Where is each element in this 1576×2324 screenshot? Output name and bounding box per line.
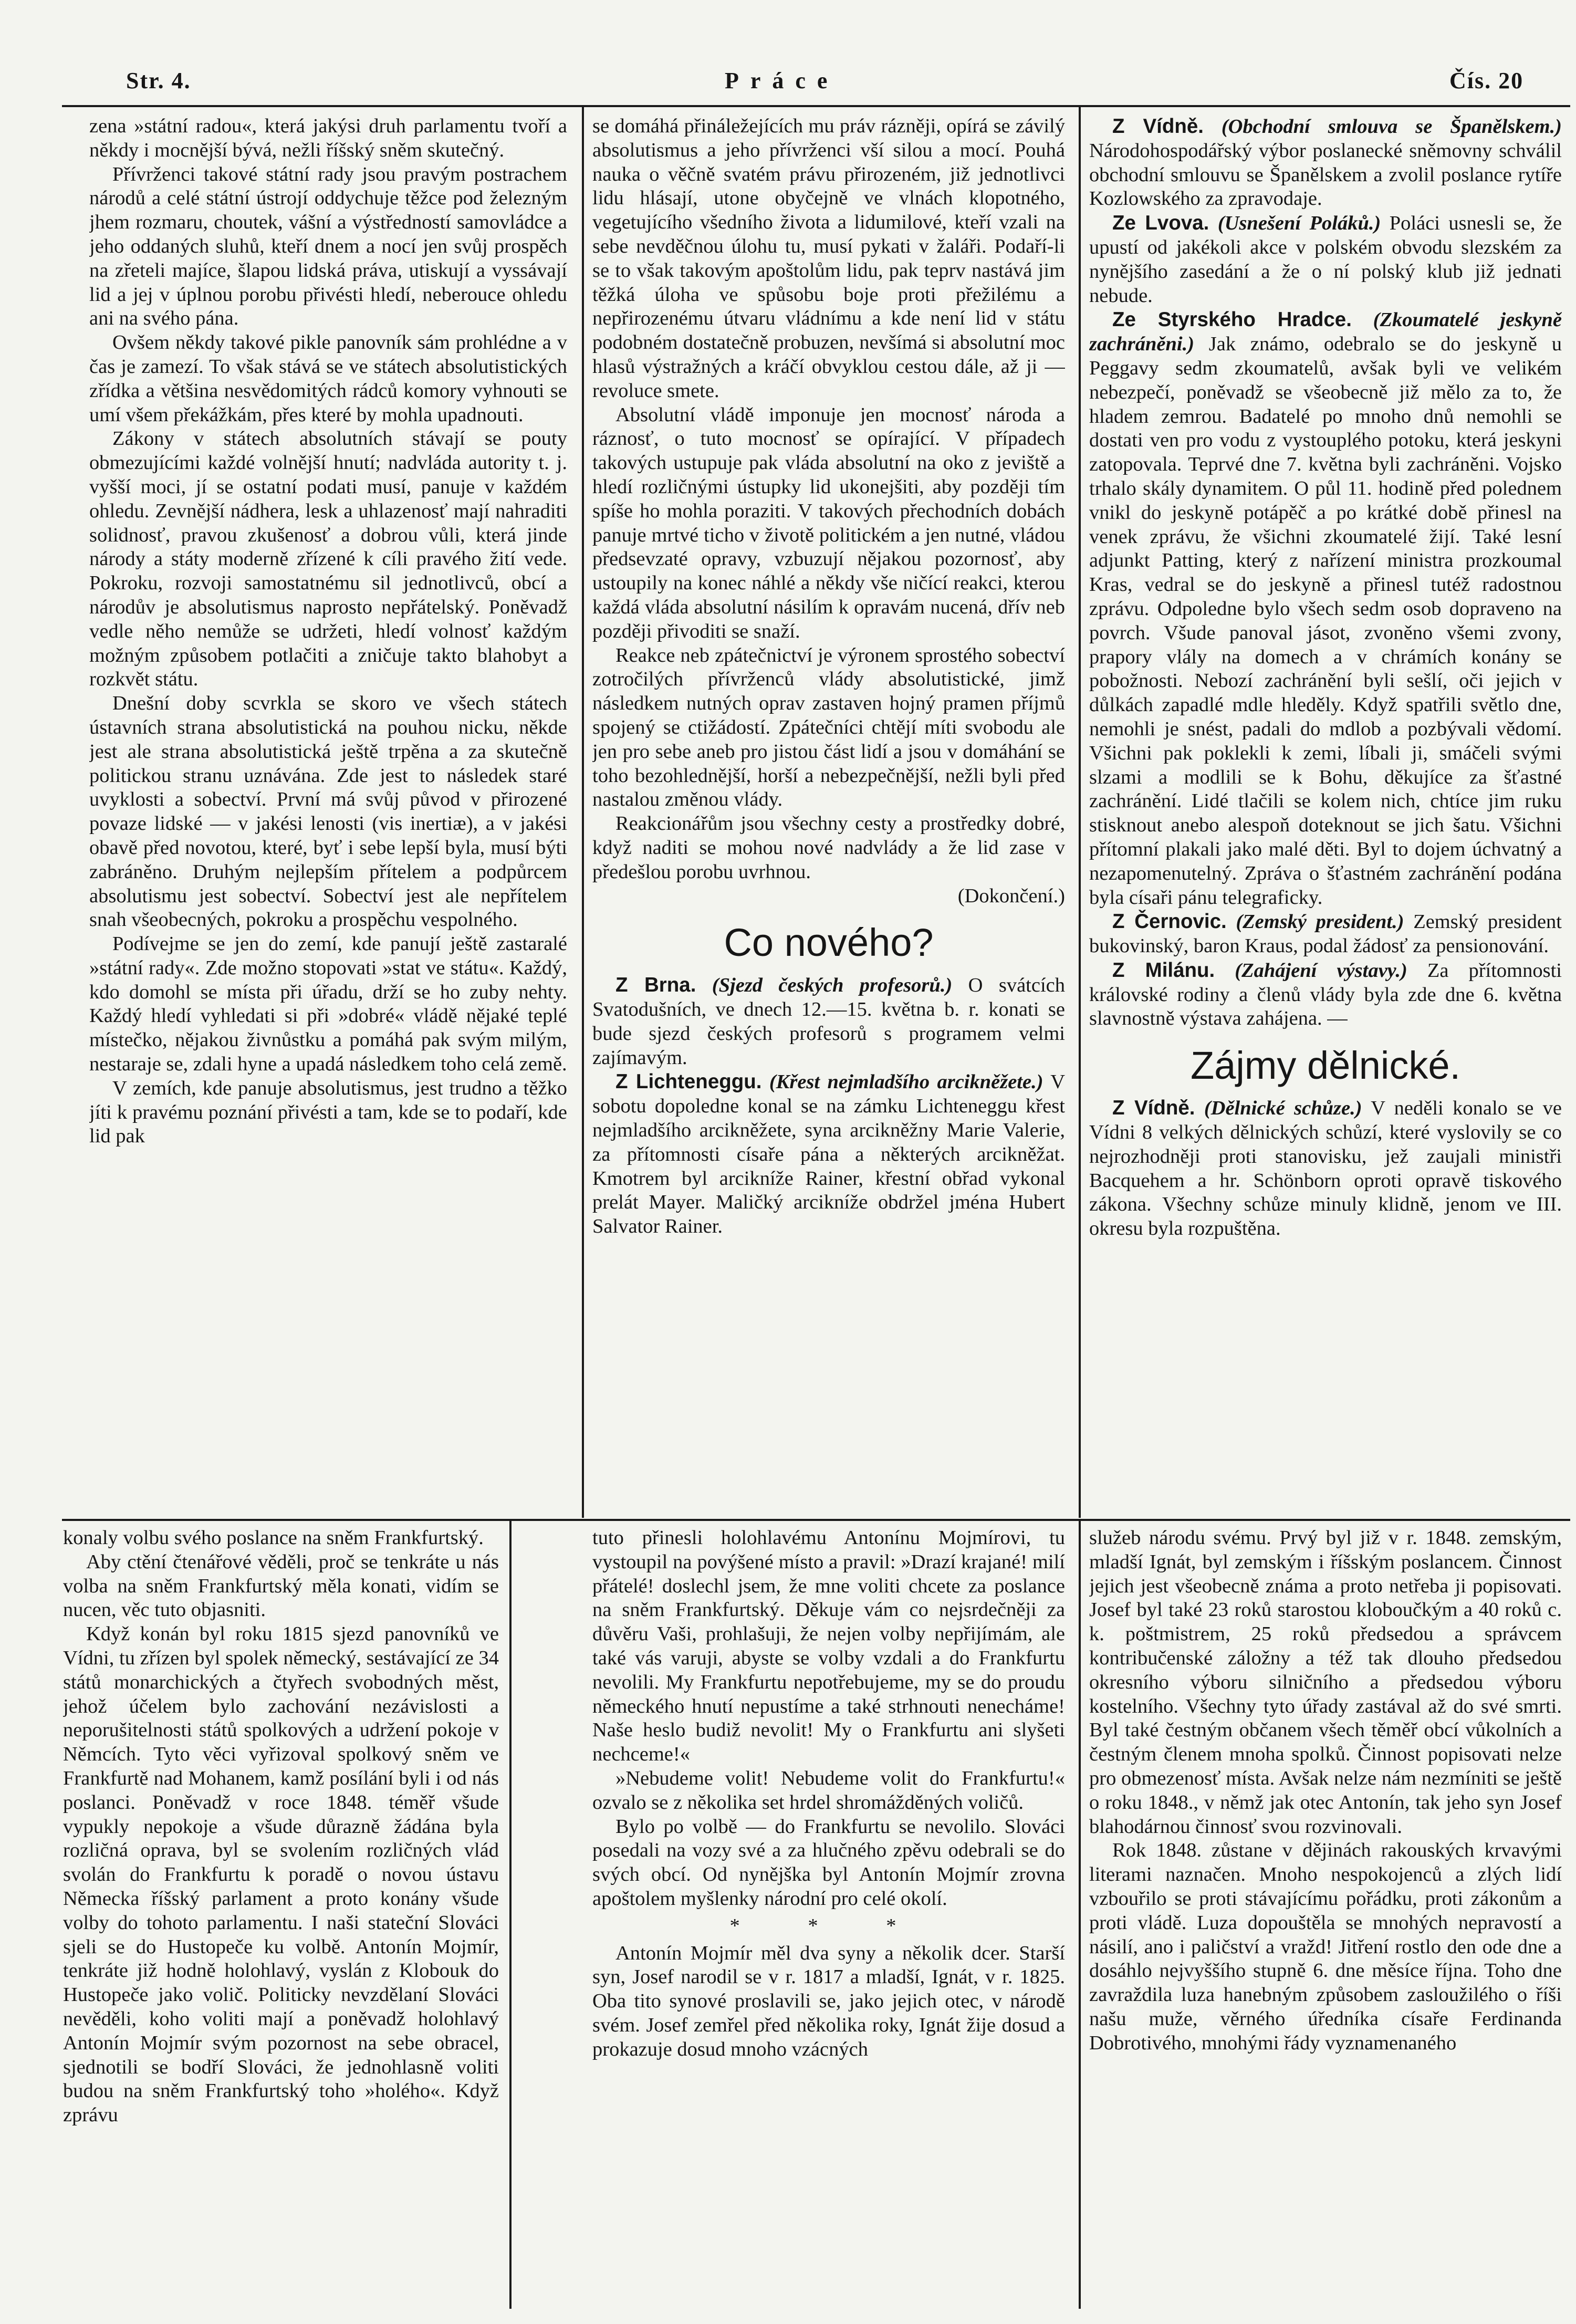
paragraph: »Nebudeme volit! Nebudeme volit do Frankfurtu!« ozvalo se z několika set hrdel shromážděných voličů. — [592, 1767, 1065, 1814]
news-title: (Obchodní smlouva se Španělskem.) — [1221, 116, 1562, 138]
news-text: Jak známo, odebralo se do jeskyně u Peggavy sedm zkoumatelů, avšak byli ve velikém nebezpečí, poněvadž se všeobecně již mělo za to, že hladem zemrou. Badatelé po mnoho dnů nemohli se dostati ven pro vodu z vystouplého potoku, která jeskyni zatopovala. Teprvé dne 7. května byli zachráněni. Vojsko trhalo skály dynamitem. O půl 11. hodině před polednem vnikl do jeskyně potápěč a po krátké době přinesl na venek zprávu, že všichni zkoumatelé žijí. Také lesní adjunkt Patting, který z nařízení ministra prozkoumal Kras, vedral se do jeskyně a přinesl tutéž radostnou zprávu. Odpoledne bylo všech sedm osob dopraveno na povrch. Všude panoval jásot, zvoněno všemi zvony, prapory vlály na domech a v chrámích konány se pobožnosti. Nebozí zachránění byli sešlí, oči jejich v důlkách zapadlé mdle hleděly. Když spatřili světlo dne, nemohli je snést, padali do mdlob a pozbývali vědomí. Všichni pak poklekli k zemi, líbali ji, smáčeli svými slzami a modlili se k Bohu, děkujíce za šťastné zachránění. Lidé tlačili se kolem nich, chtíce jim ruku stisknout anebo alespoň doteknout se jich šatu. Všichni přítomní plakali jako malé děti. Byl to dojem úchvatný a nezapomenutelný. Zpráva o šťastném zachránění podána byla císaři pánu telegraficky. — [1089, 333, 1562, 909]
page-header — [0, 67, 1576, 104]
news-text: O svátcích Svatodušních, ve dnech 12.—15. května b. r. konati se bude sjezd českých profesorů s programem velmi zajímavým. — [592, 974, 1065, 1069]
feuilleton-column-3 — [1089, 1526, 1562, 2309]
news-place: Z Černovic. — [1112, 910, 1227, 933]
news-item — [1089, 211, 1562, 308]
news-place: Z Lichteneggu. — [615, 1070, 762, 1093]
news-title: (Křest nejmladšího arcikněžete.) — [769, 1071, 1043, 1093]
lower-divider-2 — [1079, 1521, 1081, 2309]
news-item — [1089, 308, 1562, 910]
section-heading-zajmy: Zájmy dělnické. — [1190, 1044, 1461, 1088]
news-text: V neděli konalo se ve Vídni 8 velkých dělnických schůzí, které vyslovily se co nejrozhodněji proti stanovisku, jež zaujali ministři Bacquehem a hr. Schönborn oproti opravě tiskového zákona. Všechny schůze minuly klidně, jenom ve III. okresu byla rozpuštěna. — [1089, 1097, 1562, 1240]
news-item — [1089, 910, 1562, 958]
paragraph: služeb národu svému. Prvý byl již v r. 1848. zemským, mladší Ignát, byl zemským i říšským poslancem. Činnost jejich jest všeobecně známa a proto netřeba ji popisovati. Josef byl také 23 roků starostou kloboučkým a 40 roků c. k. poštmistrem, 25 roků předsedou a správcem kontribučenské záložny a též tak dlouho předsedou okresního výboru silničního a předsedou výboru kostelního. Všechny tyto úřady zastával až do své smrti. Byl také čestným občanem všech těměř obcí vůkolních a čestným členem mnoha spolků. Činnost popisovati nelze pro obmezenosť místa. Avšak nelze nám nezmíniti se ještě o roku 1848., v němž jak otec Antonín, tak jeho syn Josef blahodárnou činnosť svou rozvinovali. — [1089, 1527, 1562, 1838]
paragraph: Když konán byl roku 1815 sjezd panovníků ve Vídni, tu zřízen byl spolek německý, sestávající ze 34 států monarchických a čtyřech svobodných měst, jehož účelem bylo zachování nezávislosti a neporušitelnosti států spolkových a udržení pokoje v Němcích. Tyto věci vyřizoval spolkový sněm ve Frankfurtě nad Mohanem, kamž posílání byli i od nás poslanci. Poněvadž v roce 1848. téměř všude vypukly nepokoje a všude důrazně žádána byla rozličná oprava, byl se svolením rozličných vlád svolán do Frankfurtu k poradě o novou ústavu Německa říšský parlament a proto konány všude volby do tohoto parlamentu. I naši stateční Slováci sjeli se do Hustopeče ku volbě. Antonín Mojmír, tenkráte již hodně holohlavý, vyslán z Klobouk do Hustopeče jako volič. Politicky nevzdělaní Slováci nevěděli, koho voliti mají a poněvadž holohlavý Antonín Mojmír svým pozornost na sebe obracel, sjednotili se bodří Slováci, že jednohlasně voliti budou na sněm Frankfurtský toho »holého«. Když zprávu — [63, 1623, 499, 2127]
section-separator: * * * — [729, 1914, 928, 1937]
column-divider-2 — [1079, 107, 1081, 1518]
paragraph: Přívrženci takové státní rady jsou pravým postrachem národů a celé státní ústrojí oddychuje těžce pod železným jhem rozmaru, choutek, vášní a výstředností samovládce a jeho oddaných sluhů, kteří dnem a nocí jen svůj prospěch na zřeteli majíce, šlapou lidská práva, utiskují a vyssávají lid a jej v úplnou porobu přivésti hledí, neberouce ohledu ani na svého pána. — [89, 163, 567, 330]
header-rule — [62, 105, 1570, 107]
paragraph: tuto přinesli holohlavému Antonínu Mojmírovi, tu vystoupil na povýšené místo a pravil: »Drazí krajané! milí přátelé! doslechl jsem, že mne voliti chcete za poslance na sněm Frankfurtský. Děkuje vám co nejsrdečněji za důvěru Vaši, prohlašuji, že nejen volby nepřijímám, ale také vás varuji, abyste se volby vzdali a do Frankfurtu nevolili. My Frankfurtu nepotřebujeme, my se do proudu německého hnutí nepustíme a také strhnouti nenecháme! Naše heslo budiž nevolit! My o Frankfurtu ani slyšeti nechceme!« — [592, 1527, 1065, 1766]
news-text: V sobotu dopoledne konal se na zámku Lichteneggu křest nejmladšího arcikněžete, syna arcikněžny Marie Valerie, za přítomnosti císaře pána a některých arcikněžat. Kmotrem byl arcikníže Rainer, křestní obřad vykonal prelát Mayer. Maličký arcikníže obdržel jména Hubert Salvator Rainer. — [592, 1071, 1065, 1238]
continued-note: (Dokončení.) — [957, 884, 1065, 907]
news-item — [592, 973, 1065, 1070]
article-column-2 — [592, 114, 1065, 1517]
paragraph: Antonín Mojmír měl dva syny a několik dcer. Starší syn, Josef narodil se v r. 1817 a mladší, Ignát, v r. 1825. Oba tito synové proslavili se, jako jejich otec, v národě svém. Josef zemřel před několika roky, Ignát žije dosud a prokazuje dosud mnoho vzácných — [592, 1942, 1065, 2060]
article-column-1 — [89, 114, 567, 1517]
news-title: (Dělnické schůze.) — [1204, 1097, 1362, 1120]
news-title: (Sjezd českých profesorů.) — [712, 974, 953, 997]
paragraph: konaly volbu svého poslance na sněm Frankfurtský. — [63, 1527, 484, 1549]
paragraph: Podívejme se jen do zemí, kde panují ještě zastaralé »státní rady«. Zde možno stopovati »stat ve státu«. Každý, kdo domohl se místa při úřadu, drží se ho zuby nehty. Každý hledí vyhledati si při »dobré« vládě nějaké teplé místečko, nějakou živnůstku a pomáhá pak svým milým, nestaraje se, zdali hyne a upadá následkem toho celá země. — [89, 933, 567, 1076]
newspaper-title: Práce — [725, 68, 839, 93]
news-item — [592, 1070, 1065, 1239]
news-text: Zemský president bukovinský, baron Kraus, podal žádosť za pensionování. — [1089, 911, 1562, 957]
news-title: (Zemský president.) — [1236, 911, 1404, 933]
paragraph: Ovšem někdy takové pikle panovník sám prohlédne a v čas je zamezí. To však stává se ve státech absolutistických zřídka a většina nesvědomitých rádců komory vyhnouti se umí všem překážkám, přes které by mohla upadnouti. — [89, 331, 567, 426]
paragraph: Dnešní doby scvrkla se skoro ve všech státech ústavních strana absolutistická na pouhou nicku, někde jest ale strana absolutistická ještě trpěna a za skutečně politickou stranu uznávána. Zde jest to následek staré uvyklosti a sobectví. První má svůj původ v přirozené povaze lidské — v jakési lenosti (vis inertiæ), a v jakési obavě před novotou, které, byť i sebe lepší byla, musí býti zabráněno. Druhým nejlepším přítelem a podpůrcem absolutismu jest sobectví. Sobectví jest ale nepřítelem snah všeobecných, pokroku a prospěchu vespolného. — [89, 692, 567, 931]
feuilleton-column-2 — [592, 1526, 1065, 2309]
news-text: Poláci usnesli se, že upustí od jakékoli akce v polském obvodu slezském za nynějšího zasedání a že o ní polský klub již jednati nebude. — [1089, 212, 1562, 307]
paragraph: Rok 1848. zůstane v dějinách rakouských krvavými literami naznačen. Mnoho nespokojenců a zlých lidí vzbouřilo se proti stávajícímu pořádku, proti zákonům a proti vládě. Luza dopouštěla se mnohých nepravostí a násilí, ano i paličství a vražd! Jitření rostlo den ode dne a dosáhlo nejvyššího stupně 6. dne měsíce října. Toho dne zavraždila luza hanebným způsobem zasloužilého o říši našu muže, věrného úředníka císaře Ferdinanda Dobrotivého, mnohými řády vyznamenaného — [1089, 1839, 1562, 2054]
news-place: Z Vídně. — [1112, 1097, 1195, 1120]
paragraph: V zemích, kde panuje absolutismus, jest trudno a těžko jíti k pravému poznání přivésti a tam, kde se to podaří, kde lid pak — [89, 1077, 567, 1148]
news-title: (Usnešení Poláků.) — [1217, 212, 1381, 235]
news-item — [1089, 1096, 1562, 1241]
column-divider-1 — [582, 107, 584, 1518]
news-title: (Zkoumatelé jeskyně zachráněni.) — [1089, 309, 1562, 356]
paragraph: Zákony v státech absolutních stávají se pouty obmezujícími každé volnější hnutí; nadvláda autority t. j. vyšší moci, jí se ostatní podati musí, panuje v každém ohledu. Zevnější nádhera, lesk a uhlazenosť mají nahraditi solidnosť, pravou zkušenosť a dobrou vůli, která jinde národy a státy moderně zřízené k cíli pravého žití vede. Pokroku, rozvoji samostatnému sil jednotlivců, obcí a národův je absolutismus naprosto nepřátelský. Poněvadž vedle něho nemůže se udržeti, hledí volnosť každým možným způsobem potlačiti a zničuje takto blahobyt a rozkvět státu. — [89, 428, 567, 691]
issue-number: Čís. 20 — [1449, 68, 1524, 93]
paragraph: Bylo po volbě — do Frankfurtu se nevolilo. Slováci posedali na vozy své a za hlučného zpěvu odebrali se do svých obcí. Od nynějška byl Antonín Mojmír zrovna apoštolem myšlenky národní pro celé okolí. — [592, 1815, 1065, 1910]
lower-divider-1 — [509, 1521, 512, 2309]
news-place: Z Milánu. — [1112, 958, 1215, 982]
paragraph: zena »státní radou«, která jakýsi druh parlamentu tvoří a někdy i mocnější bývá, nežli říšský sněm skutečný. — [89, 115, 567, 161]
paragraph: Absolutní vládě imponuje jen mocnosť národa a ráznosť, o tuto mocnosť se opírající. V případech takových ustupuje pak vláda absolutní na oko z jeviště a hledí rozličnými ústupky lid ukonejšiti, aby později tím spíše ho mohla poraziti. V takových přechodních dobách panuje mrtvé ticho v životě politickém a jen nutné, vládou předsevzaté opravy, vzbuzují nějakou pozornosť, aby ustoupily na konec náhlé a někdy vše ničící reakci, kterou každá vláda absolutní násilím k opravám nucená, dřív neb později přivoditi se snaží. — [592, 403, 1065, 642]
news-text: Národohospodářský výbor poslanecké sněmovny schválil obchodní smlouvu se Španělskem a zvolil poslance rytíře Kozlowského za zpravodaje. — [1089, 139, 1562, 210]
news-place: Ze Styrského Hradce. — [1112, 308, 1352, 331]
news-item — [1089, 114, 1562, 211]
page-number: Str. 4. — [126, 68, 191, 93]
news-place: Z Brna. — [615, 974, 696, 997]
paragraph: se domáhá přináležejících mu práv rázněji, opírá se závilý absolutismus a jeho přívrženci vší silou a mocí. Pouhá nauka o věčně svatém právu přirozeném, již jednotlivci lidu hlásají, utone obyčejně ve vlnách klopotného, vegetujícího všedního života a lidumilové, kteří vzali na sebe nevděčnou úlohu tu, musí pykati v žaláři. Podaří-li se to však takovým apoštolům lidu, pak teprv nastává jim těžká úloha ve spůsobu boje proti přežilému a nepřirozenému útvaru vládnímu a kde není lid v státu podobném dostatečně probuzen, nevšímá si absolutní moc hlasů výstražných a kráčí obvyklou cestou dále, až ji — revoluce smete. — [592, 115, 1065, 402]
section-heading-co-noveho: Co nového? — [724, 921, 934, 965]
news-title: (Zahájení výstavy.) — [1235, 959, 1407, 982]
news-place: Ze Lvova. — [1112, 212, 1209, 235]
paragraph: Reakce neb zpátečnictví je výronem sprostého sobectví zotročilých přívrženců vlády absolutistické, jimž následkem nutných oprav zastaven hojný pramen příjmů spojený se ctižádostí. Zpátečníci chtějí míti svobodu ale jen pro sebe aneb pro jistou část lidí a jsou v domáhání se toho bezohlednější, horší a nebezpečnější, nežli byli před nastalou změnou vlády. — [592, 644, 1065, 811]
article-column-3 — [1089, 114, 1562, 1517]
feuilleton-column-1 — [63, 1526, 499, 2309]
paragraph: Aby ctění čtenářové věděli, proč se tenkráte u nás volba na sněm Frankfurtský měla konati, vidím se nucen, věc tuto objasniti. — [63, 1550, 499, 1621]
news-text: Za přítomnosti královské rodiny a členů vlády byla zde dne 6. května slavnostně výstava zahájena. — — [1089, 959, 1562, 1030]
news-item — [1089, 958, 1562, 1031]
paragraph: Reakcionářům jsou všechny cesty a prostředky dobré, když naditi se mohou nové nadvlády a že lid zase v předešlou porobu uvrhnou. — [592, 812, 1065, 883]
middle-rule — [62, 1519, 1570, 1521]
news-place: Z Vídně. — [1112, 115, 1204, 138]
